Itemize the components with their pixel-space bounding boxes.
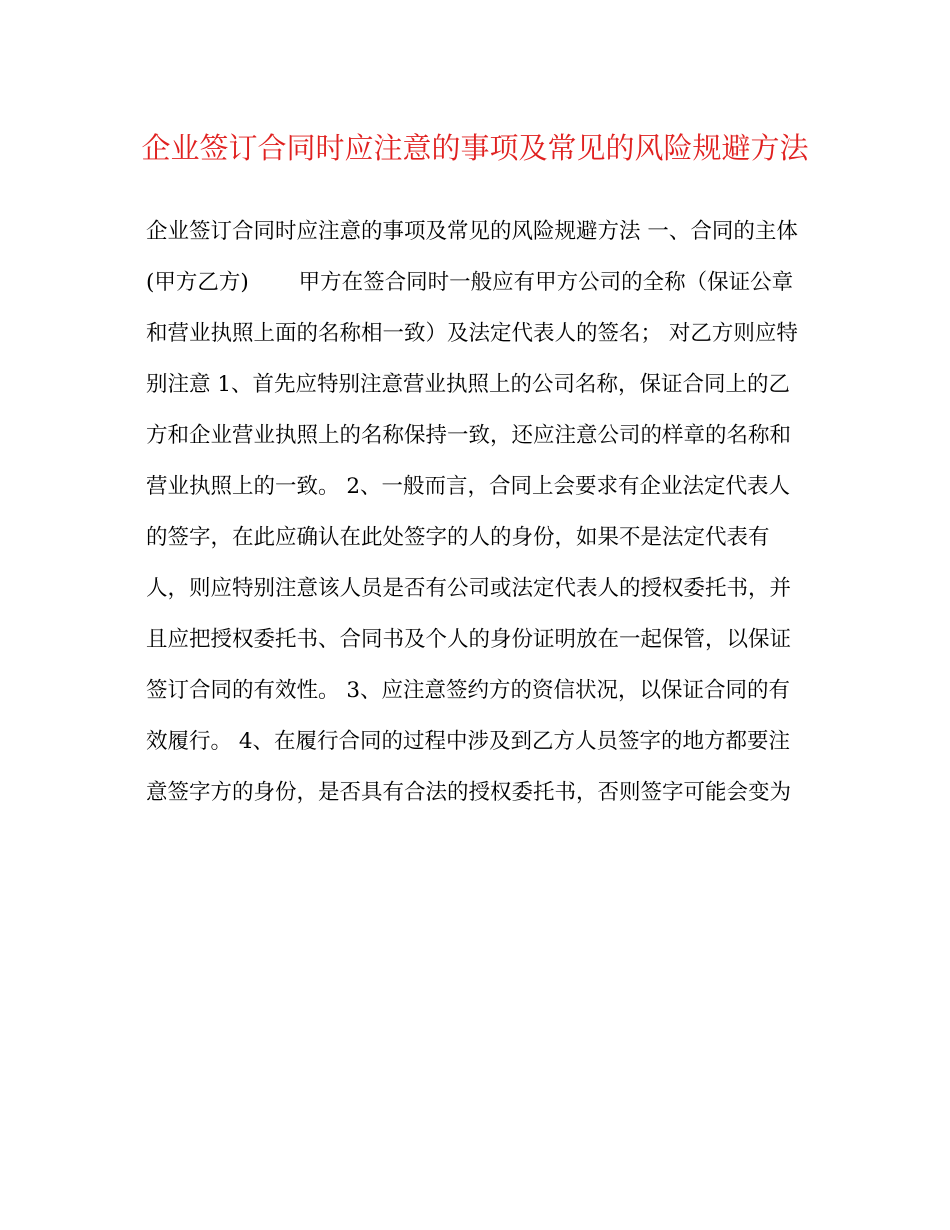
body-line: 营业执照上的一致。 2、一般而言，合同上会要求有企业法定代表人: [146, 474, 791, 499]
body-line: 企业签订合同时应注意的事项及常见的风险规避方法 一、合同的主体: [146, 219, 798, 244]
body-line: 方和企业营业执照上的名称保持一致，还应注意公司的样章的名称和: [146, 423, 792, 448]
body-line: 和营业执照上面的名称相一致）及法定代表人的签名； 对乙方则应特: [146, 321, 798, 346]
body-line: 的签字，在此应确认在此处签字的人的身份，如果不是法定代表有: [146, 525, 770, 550]
body-line: (甲方乙方) 甲方在签合同时一般应有甲方公司的全称（保证公章: [146, 270, 794, 295]
body-line: 人，则应特别注意该人员是否有公司或法定代表人的授权委托书，并: [146, 576, 792, 601]
body-line: 签订合同的有效性。 3、应注意签约方的资信状况，以保证合同的有: [146, 678, 791, 703]
body-line: 效履行。 4、在履行合同的过程中涉及到乙方人员签字的地方都要注: [146, 729, 791, 754]
body-line: 且应把授权委托书、合同书及个人的身份证明放在一起保管，以保证: [146, 627, 792, 652]
document-title: 企业签订合同时应注意的事项及常见的风险规避方法: [141, 131, 809, 165]
body-line: 意签字方的身份，是否具有合法的授权委托书，否则签字可能会变为: [146, 780, 792, 805]
document-body: [146, 212, 826, 824]
body-line: 别注意 1、首先应特别注意营业执照上的公司名称，保证合同上的乙: [146, 372, 791, 397]
